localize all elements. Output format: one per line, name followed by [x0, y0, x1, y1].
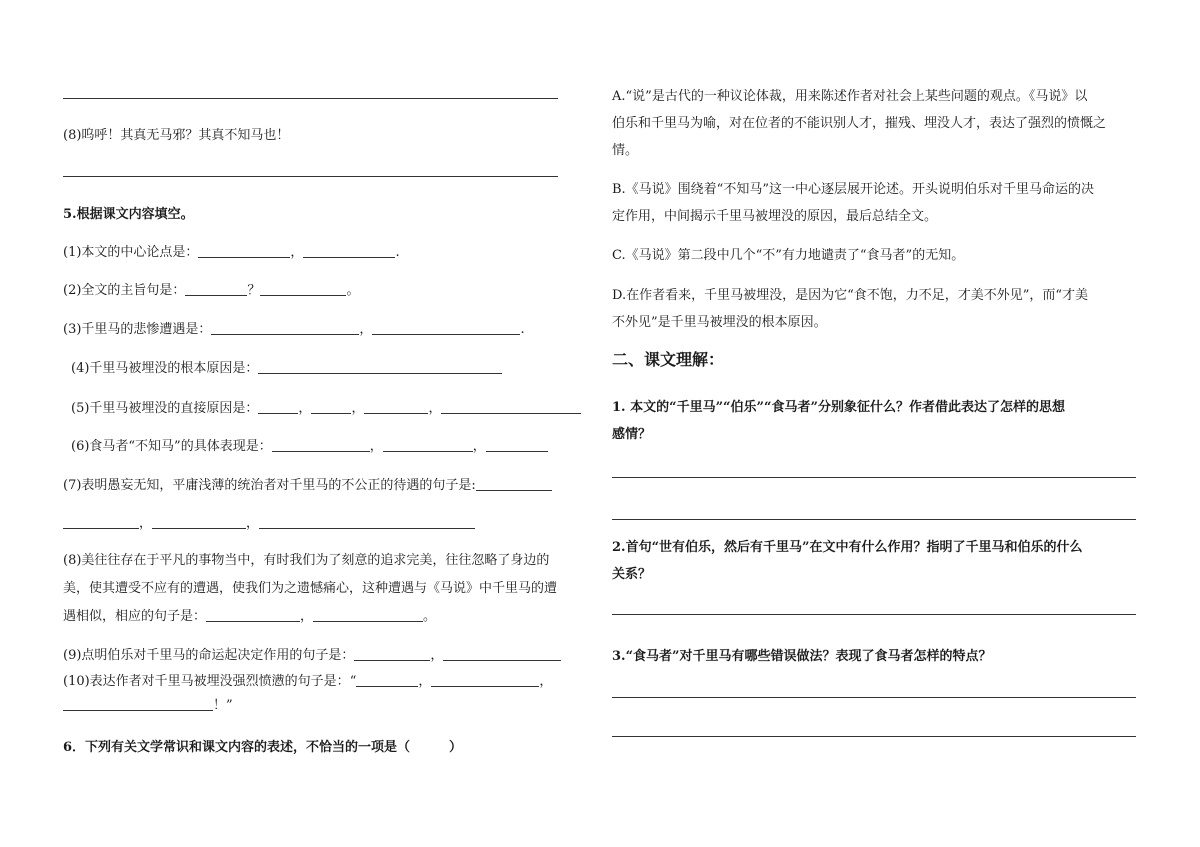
rq1-line1: 1. 本文的“千里马”“伯乐”“食马者”分别象征什么？作者借此表达了怎样的思想	[612, 400, 1065, 415]
blank[interactable]	[272, 437, 370, 452]
option-a-line2: 伯乐和千里马为喻，对在位者的不能识别人才，摧残、埋没人才，表达了强烈的愤慨之	[612, 116, 1107, 131]
punct: ，	[290, 245, 304, 260]
blank[interactable]	[443, 646, 561, 661]
punct: ，	[298, 401, 312, 416]
fill-item-10-label: (10)表达作者对千里马被埋没强烈愤懑的句子是：	[63, 674, 350, 689]
rq2-line1: 2.首句“世有伯乐，然后有千里马”在文中有什么作用？指明了千里马和伯乐的什么	[612, 540, 1083, 555]
punct: ，	[418, 674, 432, 689]
punct: ，	[139, 516, 153, 531]
blank[interactable]	[211, 320, 359, 335]
punct: ？	[247, 283, 261, 298]
q8-sentence: (8)呜呼！其真无马邪？其真不知马也！	[63, 128, 290, 143]
answer-line[interactable]	[612, 519, 1136, 520]
blank[interactable]	[303, 243, 395, 258]
blank[interactable]	[431, 672, 539, 687]
fill-item-7-label: (7)表明愚妄无知，平庸浅薄的统治者对千里马的不公正的待遇的句子是:	[63, 478, 476, 493]
blank[interactable]	[383, 437, 473, 452]
answer-line[interactable]	[612, 736, 1136, 737]
fill-item-6-label: (6)食马者“不知马”的具体表现是：	[71, 439, 272, 454]
blank[interactable]	[258, 399, 298, 414]
blank[interactable]	[260, 281, 346, 296]
option-a-line3: 情。	[612, 143, 639, 158]
fill-item-8-label: 遇相似，相应的句子是：	[63, 609, 207, 624]
fill-item-6	[71, 435, 548, 454]
answer-line[interactable]	[63, 98, 558, 99]
fill-item-1-label: (1)本文的中心论点是：	[63, 245, 199, 260]
punct: ，	[300, 609, 314, 624]
punct: ，	[472, 439, 486, 454]
blank[interactable]	[313, 607, 423, 622]
blank[interactable]	[185, 281, 247, 296]
blank[interactable]	[311, 399, 351, 414]
punct: ，	[430, 648, 444, 663]
fill-item-5	[71, 397, 581, 416]
answer-line[interactable]	[612, 477, 1136, 478]
punct: ，	[539, 674, 553, 689]
fill-item-2-label: (2)全文的主旨句是：	[63, 283, 186, 298]
section-title: 二、课文理解：	[612, 350, 725, 369]
fill-item-1	[63, 241, 400, 260]
punct: .	[395, 245, 400, 260]
fill-item-4	[71, 357, 502, 376]
punct: ，	[428, 401, 442, 416]
fill-item-9-label: (9)点明伯乐对千里马的命运起决定作用的句子是：	[63, 648, 355, 663]
fill-item-9	[63, 644, 561, 663]
blank[interactable]	[486, 437, 548, 452]
option-d-line2: 不外见”是千里马被埋没的根本原因。	[612, 315, 827, 330]
blank[interactable]	[63, 514, 139, 529]
blank[interactable]	[259, 514, 475, 529]
blank[interactable]	[354, 646, 430, 661]
blank[interactable]	[476, 476, 552, 491]
fill-item-8-line2: 美，使其遭受不应有的遭遇，使我们为之遗憾痛心，这种遭遇与《马说》中千里马的遭	[63, 581, 558, 596]
option-b-line2: 定作用，中间揭示千里马被埋没的原因，最后总结全文。	[612, 209, 938, 224]
punct: ，	[246, 516, 260, 531]
fill-item-4-label: (4)千里马被埋没的根本原因是：	[71, 361, 259, 376]
blank[interactable]	[356, 672, 418, 687]
blank[interactable]	[441, 399, 581, 414]
punct: ，	[351, 401, 365, 416]
punct: .	[520, 322, 525, 337]
answer-line[interactable]	[612, 697, 1136, 698]
fill-item-10	[63, 670, 552, 689]
rq3: 3.“食马者”对千里马有哪些错误做法？表现了食马者怎样的特点？	[612, 649, 992, 664]
punct: 。	[423, 609, 437, 624]
punct: “	[349, 674, 357, 689]
q5-title: 5.根据课文内容填空。	[63, 207, 194, 222]
fill-item-10-cont	[63, 694, 233, 713]
fill-item-5-label: (5)千里马被埋没的直接原因是：	[71, 401, 259, 416]
fill-item-2	[63, 279, 359, 298]
answer-line[interactable]	[612, 614, 1136, 615]
blank[interactable]	[364, 399, 428, 414]
blank[interactable]	[372, 320, 520, 335]
fill-item-7	[63, 474, 552, 493]
blank[interactable]	[206, 607, 300, 622]
fill-item-3-label: (3)千里马的悲惨遭遇是：	[63, 322, 212, 337]
punct: ！”	[213, 698, 233, 713]
fill-item-8-line1: (8)美往往存在于平凡的事物当中，有时我们为了刻意的追求完美，往往忽略了身边的	[63, 553, 550, 568]
q6-title: 6．下列有关文学常识和课文内容的表述，不恰当的一项是（ ）	[63, 740, 463, 755]
punct: ，	[359, 322, 373, 337]
blank[interactable]	[63, 696, 213, 711]
option-a-line1[interactable]: A.“说”是古代的一种议论体裁，用来陈述作者对社会上某些问题的观点。《马说》以	[612, 89, 1088, 104]
rq2-line2: 关系？	[612, 567, 652, 582]
fill-item-8-line3	[63, 605, 436, 624]
blank[interactable]	[198, 243, 290, 258]
rq1-line2: 感情？	[612, 427, 652, 442]
blank[interactable]	[152, 514, 246, 529]
fill-item-3	[63, 318, 525, 337]
punct: ，	[369, 439, 383, 454]
option-b-line1[interactable]: B.《马说》围绕着“不知马”这一中心逐层展开论述。开头说明伯乐对千里马命运的决	[612, 182, 1094, 197]
punct: 。	[346, 283, 360, 298]
fill-item-7-cont	[63, 512, 475, 531]
option-c[interactable]: C.《马说》第二段中几个“不”有力地谴责了“食马者”的无知。	[612, 248, 965, 263]
option-d-line1[interactable]: D.在作者看来，千里马被埋没，是因为它“食不饱，力不足，才美不外见”，而“才美	[612, 288, 1089, 303]
blank[interactable]	[258, 359, 502, 374]
answer-line[interactable]	[63, 176, 558, 177]
